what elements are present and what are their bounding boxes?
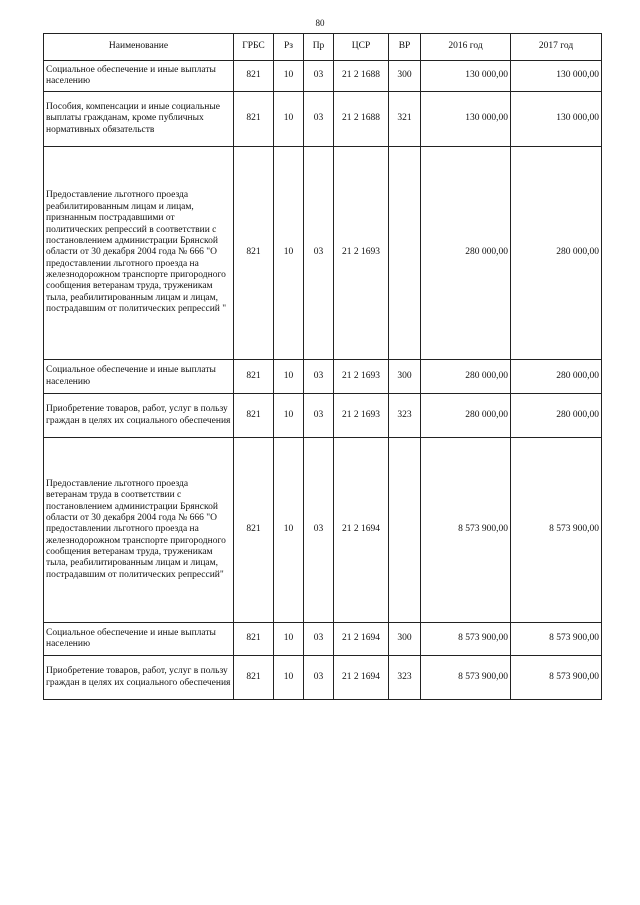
row-pr: 03: [304, 61, 334, 92]
row-csr: 21 2 1694: [334, 656, 389, 700]
row-grbs: 821: [234, 623, 274, 656]
row-rz: 10: [274, 147, 304, 360]
row-2016: 280 000,00: [421, 147, 511, 360]
row-vr: 323: [389, 394, 421, 438]
row-2016: 8 573 900,00: [421, 438, 511, 623]
row-rz: 10: [274, 394, 304, 438]
header-2016: 2016 год: [421, 34, 511, 61]
header-csr: ЦСР: [334, 34, 389, 61]
header-grbs: ГРБС: [234, 34, 274, 61]
table-row: [44, 623, 602, 656]
table-header-row: [44, 34, 602, 61]
table-row: [44, 147, 602, 360]
row-csr: 21 2 1694: [334, 438, 389, 623]
row-2016: 280 000,00: [421, 360, 511, 394]
header-name: Наименование: [44, 34, 234, 61]
table-row: [44, 61, 602, 92]
row-vr: [389, 438, 421, 623]
row-2016: 280 000,00: [421, 394, 511, 438]
row-grbs: 821: [234, 438, 274, 623]
row-2017: 8 573 900,00: [511, 623, 602, 656]
row-2017: 280 000,00: [511, 360, 602, 394]
table-row: [44, 394, 602, 438]
row-name: Социальное обеспечение и иные выплаты населению: [44, 61, 234, 92]
row-grbs: 821: [234, 61, 274, 92]
row-name: Социальное обеспечение и иные выплаты населению: [44, 623, 234, 656]
header-2017: 2017 год: [511, 34, 602, 61]
row-2017: 8 573 900,00: [511, 656, 602, 700]
header-pr: Пр: [304, 34, 334, 61]
row-pr: 03: [304, 394, 334, 438]
row-rz: 10: [274, 92, 304, 147]
budget-table: [43, 33, 602, 700]
row-grbs: 821: [234, 92, 274, 147]
row-name: Приобретение товаров, работ, услуг в пользу граждан в целях их социального обеспечения: [44, 394, 234, 438]
row-pr: 03: [304, 623, 334, 656]
row-vr: 300: [389, 360, 421, 394]
row-grbs: 821: [234, 394, 274, 438]
row-2016: 130 000,00: [421, 92, 511, 147]
row-2016: 8 573 900,00: [421, 656, 511, 700]
row-name: Приобретение товаров, работ, услуг в пользу граждан в целях их социального обеспечения: [44, 656, 234, 700]
row-2017: 280 000,00: [511, 147, 602, 360]
row-pr: 03: [304, 656, 334, 700]
row-csr: 21 2 1693: [334, 394, 389, 438]
row-csr: 21 2 1693: [334, 147, 389, 360]
row-csr: 21 2 1688: [334, 61, 389, 92]
row-csr: 21 2 1693: [334, 360, 389, 394]
row-2017: 130 000,00: [511, 92, 602, 147]
header-rz: Рз: [274, 34, 304, 61]
table-row: [44, 360, 602, 394]
table-row: [44, 656, 602, 700]
row-rz: 10: [274, 656, 304, 700]
row-2017: 130 000,00: [511, 61, 602, 92]
row-pr: 03: [304, 147, 334, 360]
row-pr: 03: [304, 360, 334, 394]
row-csr: 21 2 1688: [334, 92, 389, 147]
page-number: 80: [315, 18, 325, 28]
row-csr: 21 2 1694: [334, 623, 389, 656]
row-name: Предоставление льготного проезда реабилитированным лицам и лицам, признанным пострадавшими от политических репрессий в соответствии с постановлением администрации Брянской области от 30 декабря 2004 года № 666 "О предоставлении льготного проезда на железнодорожном транспорте пригородного сообщения ветеранам труда, труженикам тыла, реабилитированным лицам и лицам, пострадавшим от политических репрессий ": [44, 147, 234, 360]
row-name: Социальное обеспечение и иные выплаты населению: [44, 360, 234, 394]
row-pr: 03: [304, 438, 334, 623]
row-rz: 10: [274, 438, 304, 623]
row-vr: 321: [389, 92, 421, 147]
row-rz: 10: [274, 360, 304, 394]
row-grbs: 821: [234, 147, 274, 360]
row-vr: 300: [389, 623, 421, 656]
row-name: Предоставление льготного проезда ветеранам труда в соответствии с постановлением администрации Брянской области от 30 декабря 2004 года № 666 "О предоставлении льготного проезда на железнодорожном транспорте пригородного сообщения ветеранам труда, труженикам тыла, реабилитированным лицам и лицам, пострадавшим от политических репрессий": [44, 438, 234, 623]
row-vr: [389, 147, 421, 360]
row-2017: 280 000,00: [511, 394, 602, 438]
row-vr: 300: [389, 61, 421, 92]
row-name: Пособия, компенсации и иные социальные выплаты гражданам, кроме публичных нормативных обязательств: [44, 92, 234, 147]
row-grbs: 821: [234, 360, 274, 394]
header-vr: ВР: [389, 34, 421, 61]
row-2016: 8 573 900,00: [421, 623, 511, 656]
row-rz: 10: [274, 623, 304, 656]
table-row: [44, 92, 602, 147]
row-grbs: 821: [234, 656, 274, 700]
row-pr: 03: [304, 92, 334, 147]
row-2016: 130 000,00: [421, 61, 511, 92]
row-rz: 10: [274, 61, 304, 92]
table-row: [44, 438, 602, 623]
row-vr: 323: [389, 656, 421, 700]
row-2017: 8 573 900,00: [511, 438, 602, 623]
